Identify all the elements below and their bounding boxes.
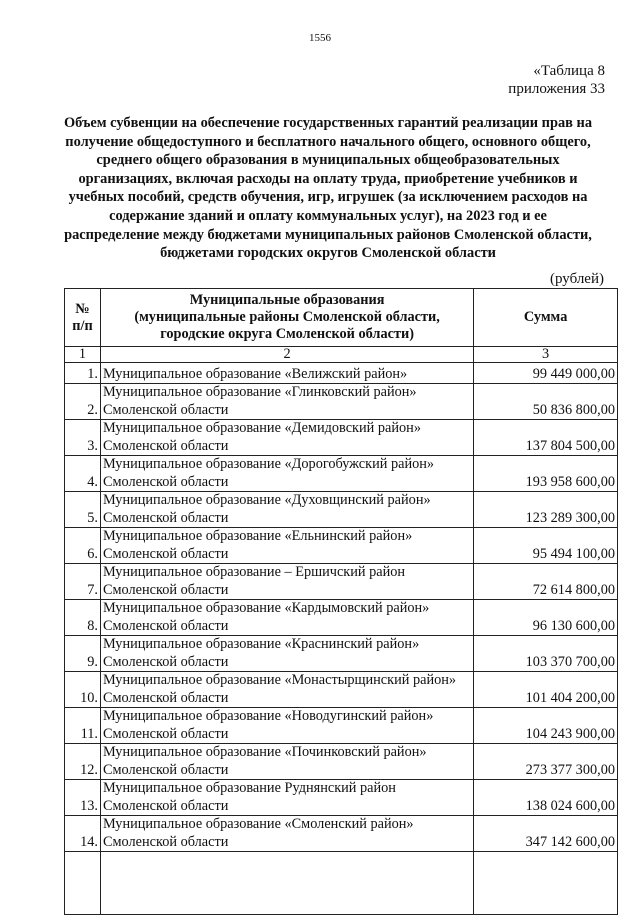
municipality-name <box>100 744 473 780</box>
row-number: 14. <box>65 816 101 852</box>
municipality-name-line2: Смоленской области <box>102 833 229 850</box>
municipality-name-line1: Муниципальное образование «Ельнинский район» <box>102 528 413 544</box>
municipality-name <box>100 780 473 816</box>
table-row <box>65 420 618 456</box>
municipality-name-line1: Муниципальное образование «Духовщинский район» <box>102 492 431 508</box>
row-number: 10. <box>65 672 101 708</box>
municipality-name-line2: Смоленской области <box>102 653 229 670</box>
amount: 104 243 900,00 <box>474 708 618 744</box>
amount: 273 377 300,00 <box>474 744 618 780</box>
row-number: 9. <box>65 636 101 672</box>
table-reference-line2: приложения 33 <box>508 81 605 97</box>
municipality-name-line2: Смоленской области <box>102 401 229 418</box>
amount: 347 142 600,00 <box>474 816 618 852</box>
municipality-name-line1: Муниципальное образование «Смоленский район» <box>102 816 414 832</box>
municipality-name-line2: Смоленской области <box>102 473 229 490</box>
table-row <box>65 708 618 744</box>
municipality-name-line1: Муниципальное образование «Новодугинский район» <box>102 708 434 724</box>
municipality-name-line1: Муниципальное образование – Ершичский район <box>102 564 406 580</box>
municipality-name-line1: Муниципальное образование «Дорогобужский район» <box>102 456 435 472</box>
header-sum: Сумма <box>474 289 618 347</box>
empty-cell <box>65 852 101 915</box>
table-reference-line1: «Таблица 8 <box>533 63 605 79</box>
table-row <box>65 780 618 816</box>
municipality-name <box>100 708 473 744</box>
row-number: 3. <box>65 420 101 456</box>
amount: 96 130 600,00 <box>474 600 618 636</box>
municipality-name <box>100 420 473 456</box>
row-number: 7. <box>65 564 101 600</box>
municipality-name-line1: Муниципальное образование «Краснинский район» <box>102 636 420 652</box>
row-number: 12. <box>65 744 101 780</box>
table-row <box>65 672 618 708</box>
amount: 123 289 300,00 <box>474 492 618 528</box>
column-numbers-row <box>65 347 618 363</box>
municipality-name <box>100 564 473 600</box>
column-number: 2 <box>100 347 473 363</box>
row-number: 13. <box>65 780 101 816</box>
municipality-name-line2: Смоленской области <box>102 761 229 778</box>
municipality-name <box>100 816 473 852</box>
row-number: 2. <box>65 384 101 420</box>
municipality-name-line1: Муниципальное образование «Глинковский район» <box>102 384 417 400</box>
municipality-name-line1: Муниципальное образование «Монастырщинский район» <box>102 672 457 688</box>
table-reference <box>508 62 605 98</box>
header-municipality-line3: городские округа Смоленской области) <box>160 326 414 342</box>
row-number: 6. <box>65 528 101 564</box>
row-number: 5. <box>65 492 101 528</box>
municipality-name <box>100 384 473 420</box>
municipality-name-line2: Смоленской области <box>102 725 229 742</box>
empty-cell <box>474 852 618 915</box>
row-number: 4. <box>65 456 101 492</box>
table-body <box>65 363 618 852</box>
table-row <box>65 492 618 528</box>
amount: 137 804 500,00 <box>474 420 618 456</box>
table-row <box>65 456 618 492</box>
table-row <box>65 600 618 636</box>
municipality-name-line2: Смоленской области <box>102 797 229 814</box>
municipality-name-line1: Муниципальное образование «Кардымовский район» <box>102 600 430 616</box>
municipality-name-line2: Смоленской области <box>102 509 229 526</box>
table-row <box>65 816 618 852</box>
empty-cell <box>100 852 473 915</box>
municipality-name-line1: Муниципальное образование «Починковский район» <box>102 744 427 760</box>
document-title: Объем субвенции на обеспечение государственных гарантий реализации прав на получение общедоступного и бесплатного начального общего, основного общего, среднего общего образования в муниципальных общеобразовательных организациях, включая расходы на оплату труда, приобретение учебников и учебных пособий, средств обучения, игр, игрушек (за исключением расходов на содержание зданий и оплату коммунальных услуг), на 2023 год и ее распределение между бюджетами муниципальных районов Смоленской области, бюджетами городских округов Смоленской области <box>63 115 593 262</box>
table-header-row <box>65 289 618 347</box>
amount: 99 449 000,00 <box>474 363 618 384</box>
amount: 50 836 800,00 <box>474 384 618 420</box>
table-row <box>65 528 618 564</box>
municipality-name <box>100 492 473 528</box>
municipality-name <box>100 528 473 564</box>
header-number-line1: № <box>75 300 90 317</box>
header-number-line2: п/п <box>72 317 93 334</box>
page-number: 1556 <box>309 32 331 44</box>
municipality-name <box>100 456 473 492</box>
row-number: 8. <box>65 600 101 636</box>
header-municipality <box>100 289 473 347</box>
amount: 72 614 800,00 <box>474 564 618 600</box>
municipality-name-line2: Смоленской области <box>102 689 229 706</box>
header-municipality-line1: Муниципальные образования <box>189 292 385 308</box>
amount: 95 494 100,00 <box>474 528 618 564</box>
row-number: 11. <box>65 708 101 744</box>
table-row <box>65 636 618 672</box>
municipality-name <box>100 636 473 672</box>
table-row <box>65 564 618 600</box>
municipality-name-line2: Смоленской области <box>102 545 229 562</box>
amount: 193 958 600,00 <box>474 456 618 492</box>
municipality-name <box>100 363 473 384</box>
subvention-table <box>64 288 618 915</box>
municipality-name-line1: Муниципальное образование «Велижский район» <box>102 365 408 382</box>
table-row <box>65 363 618 384</box>
units-label: (рублей) <box>549 271 604 287</box>
amount: 103 370 700,00 <box>474 636 618 672</box>
amount: 138 024 600,00 <box>474 780 618 816</box>
table-row <box>65 384 618 420</box>
amount: 101 404 200,00 <box>474 672 618 708</box>
municipality-name-line2: Смоленской области <box>102 581 229 598</box>
municipality-name-line2: Смоленской области <box>102 617 229 634</box>
municipality-name-line1: Муниципальное образование Руднянский район <box>102 780 396 796</box>
header-municipality-line2: (муниципальные районы Смоленской области, <box>134 309 440 325</box>
municipality-name-line1: Муниципальное образование «Демидовский район» <box>102 420 421 436</box>
table-row-empty-continuation <box>65 852 618 915</box>
column-number: 1 <box>65 347 101 363</box>
municipality-name <box>100 672 473 708</box>
header-number <box>65 289 101 347</box>
table-row <box>65 744 618 780</box>
municipality-name-line2: Смоленской области <box>102 437 229 454</box>
municipality-name <box>100 600 473 636</box>
row-number: 1. <box>65 363 101 384</box>
column-number: 3 <box>474 347 618 363</box>
